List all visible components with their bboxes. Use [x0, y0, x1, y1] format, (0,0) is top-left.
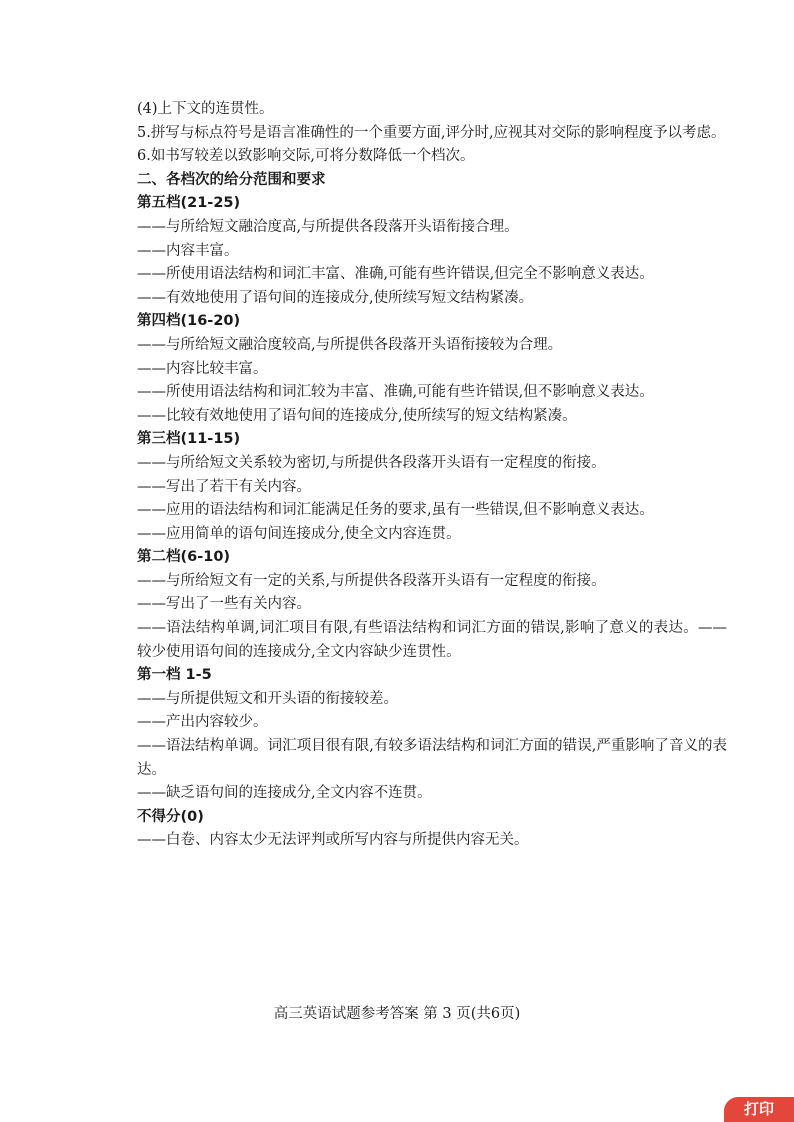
band-1-item: ——语法结构单调。词汇项目很有限,有较多语法结构和词汇方面的错误,严重影响了音义的表达。 — [137, 738, 727, 778]
band-4-item: ——与所给短文融洽度较高,与所提供各段落开头语衔接较为合理。 — [137, 336, 563, 353]
band-3-item: ——与所给短文关系较为密切,与所提供各段落开头语有一定程度的衔接。 — [137, 454, 606, 471]
band-5-item: ——所使用语法结构和词汇丰富、准确,可能有些许错误,但完全不影响意义表达。 — [137, 266, 654, 283]
document-body — [137, 98, 727, 853]
band-0-item: ——白卷、内容太少无法评判或所写内容与所提供内容无关。 — [137, 832, 529, 849]
band-4-item: ——所使用语法结构和词汇较为丰富、准确,可能有些许错误,但不影响意义表达。 — [137, 384, 654, 401]
band-5-heading: 第五档(21-25) — [137, 195, 241, 212]
rule-6-handwriting: 6.如书写较差以致影响交际,可将分数降低一个档次。 — [137, 148, 475, 165]
band-4-item: ——比较有效地使用了语句间的连接成分,使所续写的短文结构紧凑。 — [137, 407, 577, 424]
band-4-heading: 第四档(16-20) — [137, 313, 241, 330]
band-1-heading: 第一档 1-5 — [137, 667, 212, 684]
page-footer: 高三英语试题参考答案 第 3 页(共6页) — [273, 1006, 521, 1022]
band-3-heading: 第三档(11-15) — [137, 431, 241, 448]
band-5-item: ——与所给短文融洽度高,与所提供各段落开头语衔接合理。 — [137, 218, 519, 235]
band-2-item: ——语法结构单调,词汇项目有限,有些语法结构和词汇方面的错误,影响了意义的表达。——较少使用语句间的连接成分,全文内容缺少连贯性。 — [137, 620, 727, 660]
band-1-item: ——产出内容较少。 — [137, 714, 268, 731]
band-3-item: ——应用简单的语句间连接成分,使全文内容连贯。 — [137, 525, 461, 542]
band-5-item: ——内容丰富。 — [137, 242, 239, 259]
band-2-item: ——与所给短文有一定的关系,与所提供各段落开头语有一定程度的衔接。 — [137, 572, 606, 589]
rule-5-spelling: 5.拼写与标点符号是语言准确性的一个重要方面,评分时,应视其对交际的影响程度予以考虑。 — [137, 124, 726, 141]
band-2-heading: 第二档(6-10) — [137, 549, 231, 566]
band-5-item: ——有效地使用了语句间的连接成分,使所续写短文结构紧凑。 — [137, 289, 534, 306]
band-3-item: ——写出了若干有关内容。 — [137, 478, 311, 495]
band-3-item: ——应用的语法结构和词汇能满足任务的要求,虽有一些错误,但不影响意义表达。 — [137, 502, 654, 519]
band-4-item: ——内容比较丰富。 — [137, 360, 268, 377]
band-2-item: ——写出了一些有关内容。 — [137, 596, 311, 613]
band-1-item: ——缺乏语句间的连接成分,全文内容不连贯。 — [137, 785, 432, 802]
section-heading: 二、各档次的给分范围和要求 — [137, 171, 326, 188]
print-button[interactable]: 打印 — [724, 1097, 794, 1122]
band-0-heading: 不得分(0) — [137, 808, 204, 825]
rule-4-coherence: (4)上下文的连贯性。 — [137, 101, 274, 117]
band-1-item: ——与所提供短文和开头语的衔接较差。 — [137, 690, 398, 707]
